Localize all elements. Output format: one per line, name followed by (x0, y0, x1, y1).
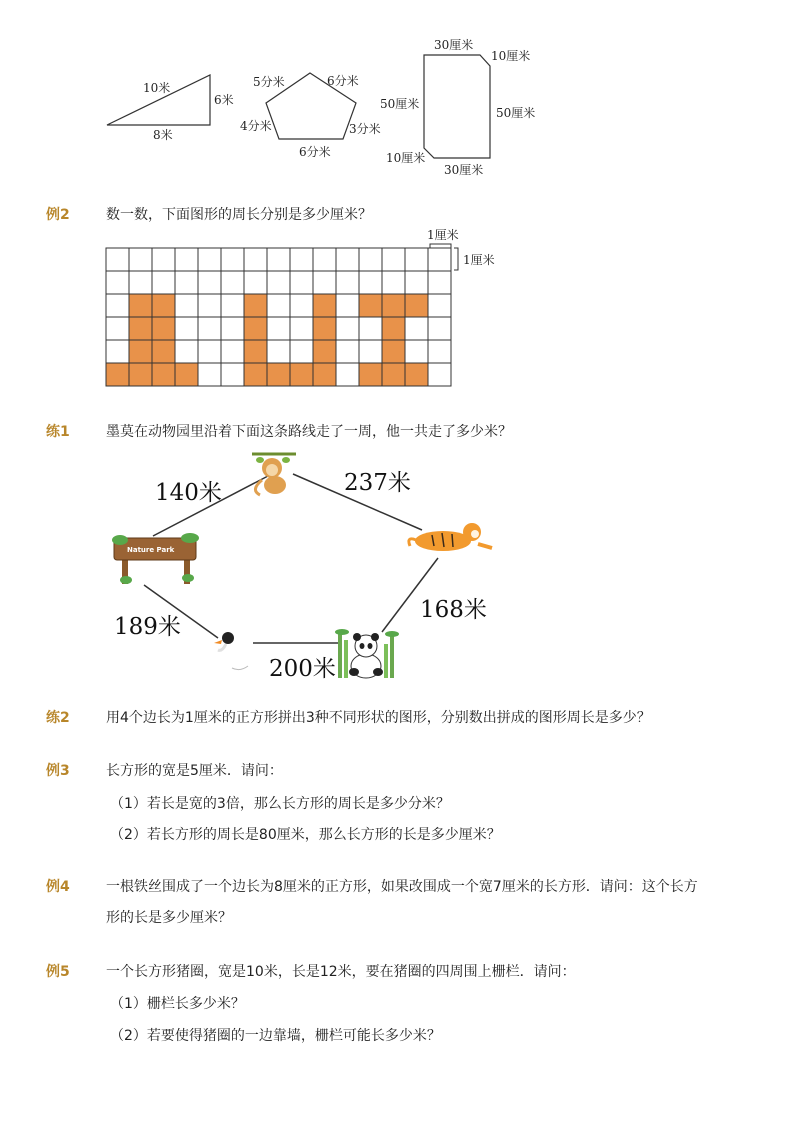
distance-label-200: 200米 (269, 656, 336, 682)
octagon-right-label: 50厘米 (496, 106, 536, 120)
ex3-sub1: （1）若长是宽的3倍，那么长方形的周长是多少分米？ (110, 796, 450, 812)
grid-cell-filled (175, 363, 198, 386)
grid-cell-filled (313, 317, 336, 340)
grid-cell (336, 363, 359, 386)
triangle-height-label: 6米 (214, 93, 234, 107)
ex5-question: 一个长方形猪圈，宽是10米，长是12米，要在猪圈的四周围上栅栏．请问： (106, 964, 576, 980)
grid-cell (106, 340, 129, 363)
grid-cell-filled (129, 340, 152, 363)
grid-cell (405, 271, 428, 294)
grid-cell (359, 317, 382, 340)
grid-cell (405, 340, 428, 363)
panda-icon (335, 629, 399, 678)
grid-cell-filled (244, 340, 267, 363)
octagon-bottom-label: 30厘米 (444, 163, 484, 177)
unit-height-brace (454, 248, 458, 270)
distance-label-237: 237米 (344, 470, 411, 496)
grid-cell-filled (313, 294, 336, 317)
distance-label-168: 168米 (420, 597, 487, 623)
grid-cell (106, 248, 129, 271)
pr1-question: 墨莫在动物园里沿着下面这条路线走了一周，他一共走了多少米？ (106, 424, 512, 440)
triangle-base-label: 8米 (153, 128, 173, 142)
pentagon-bottom-label: 6分米 (299, 145, 331, 159)
distance-label-140: 140米 (155, 480, 222, 506)
grid-cell (428, 294, 451, 317)
bird-icon (214, 632, 248, 670)
grid-cell-filled (405, 294, 428, 317)
grid-cell (198, 340, 221, 363)
grid-cell (221, 363, 244, 386)
grid-cell (336, 271, 359, 294)
unit-width-label: 1厘米 (427, 228, 459, 242)
ex2-question: 数一数，下面图形的周长分别是多少厘米？ (106, 207, 372, 223)
grid-cell (336, 248, 359, 271)
unit-height-label: 1厘米 (463, 253, 495, 267)
grid-cell (198, 317, 221, 340)
triangle-hyp-label: 10米 (143, 81, 171, 95)
grid-cell (221, 248, 244, 271)
ex5-sub2: （2）若要使得猪圈的一边靠墙，栅栏可能长多少米？ (110, 1028, 441, 1044)
grid-cell (336, 317, 359, 340)
grid-cell (106, 317, 129, 340)
grid-cell-filled (359, 294, 382, 317)
nature-park-sign-icon (112, 533, 199, 584)
pentagon-left-label: 4分米 (240, 119, 272, 133)
grid-cell-filled (313, 363, 336, 386)
grid-cell-filled (290, 363, 313, 386)
grid-cell (244, 271, 267, 294)
ex4-line2: 形的长是多少厘米？ (106, 910, 232, 926)
octagon-corner-bottom-label: 10厘米 (386, 151, 426, 165)
grid-cell (221, 294, 244, 317)
monkey-icon (252, 454, 296, 495)
grid-cell (290, 248, 313, 271)
grid-cell (152, 271, 175, 294)
tiger-icon (409, 523, 492, 551)
grid-cell-filled (382, 363, 405, 386)
ex2-grid-figure (100, 222, 520, 397)
grid-cell (198, 363, 221, 386)
grid-cell (198, 271, 221, 294)
octagon-left-label: 50厘米 (380, 97, 420, 111)
grid-cell-filled (244, 363, 267, 386)
ex2-tag: 例2 (46, 207, 70, 223)
grid-cell (175, 248, 198, 271)
grid-cell-filled (382, 294, 405, 317)
grid-cell (313, 271, 336, 294)
grid-cell-filled (313, 340, 336, 363)
grid-cell-filled (152, 317, 175, 340)
ex3-sub2: （2）若长方形的周长是80厘米，那么长方形的长是多少厘米？ (110, 827, 501, 843)
grid-cell (382, 248, 405, 271)
grid-cell (267, 294, 290, 317)
pentagon-top-left-label: 5分米 (253, 75, 285, 89)
grid-cell-filled (382, 340, 405, 363)
grid-cell (290, 317, 313, 340)
grid-cell (382, 271, 405, 294)
grid-cell (106, 271, 129, 294)
grid-cell (336, 294, 359, 317)
grid-cell (336, 340, 359, 363)
grid-cell (106, 294, 129, 317)
grid-cell (129, 248, 152, 271)
grid-cell (428, 340, 451, 363)
pentagon-right-label: 3分米 (349, 122, 381, 136)
grid-cell-filled (382, 317, 405, 340)
grid-cell (428, 271, 451, 294)
grid-cell (313, 248, 336, 271)
grid-cell-filled (152, 363, 175, 386)
grid-cell-filled (106, 363, 129, 386)
octagon-corner-top-label: 10厘米 (491, 49, 531, 63)
grid-cell (428, 248, 451, 271)
grid-cell (359, 340, 382, 363)
grid-cell-filled (129, 363, 152, 386)
grid-cell (428, 363, 451, 386)
grid-cell-filled (244, 294, 267, 317)
ex4-line1: 一根铁丝围成了一个边长为8厘米的正方形，如果改围成一个宽7厘米的长方形．请问：这个长方 (106, 879, 698, 895)
ex3-question: 长方形的宽是5厘米．请问： (106, 763, 283, 779)
octagon-top-label: 30厘米 (434, 38, 474, 52)
sign-text: Nature Park (127, 546, 175, 554)
grid-cell-filled (359, 363, 382, 386)
grid-cell (221, 317, 244, 340)
grid-cell (129, 271, 152, 294)
top-figures (0, 0, 800, 190)
grid-cell (152, 248, 175, 271)
grid-cell-filled (152, 340, 175, 363)
grid-cell-filled (267, 363, 290, 386)
grid-cell (405, 248, 428, 271)
grid-cell (175, 294, 198, 317)
grid-cell (359, 248, 382, 271)
grid-cell (175, 317, 198, 340)
grid-cell (175, 271, 198, 294)
grid-cell (267, 248, 290, 271)
grid-cell (428, 317, 451, 340)
grid-cell (290, 294, 313, 317)
unit-width-brace (430, 244, 451, 248)
grid-cell (290, 340, 313, 363)
pr2-tag: 练2 (46, 710, 70, 726)
grid-cell (221, 271, 244, 294)
grid-cell (198, 248, 221, 271)
grid-cell (244, 248, 267, 271)
grid-cell-filled (129, 317, 152, 340)
ex5-sub1: （1）栅栏长多少米？ (110, 996, 245, 1012)
pentagon-top-right-label: 6分米 (327, 74, 359, 88)
ex5-tag: 例5 (46, 964, 70, 980)
grid-cell (359, 271, 382, 294)
grid-cell-filled (244, 317, 267, 340)
grid-cell-filled (129, 294, 152, 317)
grid-cell (198, 294, 221, 317)
pr1-tag: 练1 (46, 424, 70, 440)
grid-cell (267, 271, 290, 294)
grid-cell (267, 317, 290, 340)
ex4-tag: 例4 (46, 879, 70, 895)
grid-cell-filled (405, 363, 428, 386)
zoo-route-figure (100, 440, 520, 690)
grid-cell (290, 271, 313, 294)
ex3-tag: 例3 (46, 763, 70, 779)
pr2-question: 用4个边长为1厘米的正方形拼出3种不同形状的图形，分别数出拼成的图形周长是多少？ (106, 710, 651, 726)
distance-label-189: 189米 (114, 614, 181, 640)
grid-cells (106, 248, 451, 386)
octagon-shape (424, 55, 490, 158)
grid-cell (221, 340, 244, 363)
grid-cell-filled (152, 294, 175, 317)
grid-cell (405, 317, 428, 340)
grid-cell (267, 340, 290, 363)
grid-cell (175, 340, 198, 363)
